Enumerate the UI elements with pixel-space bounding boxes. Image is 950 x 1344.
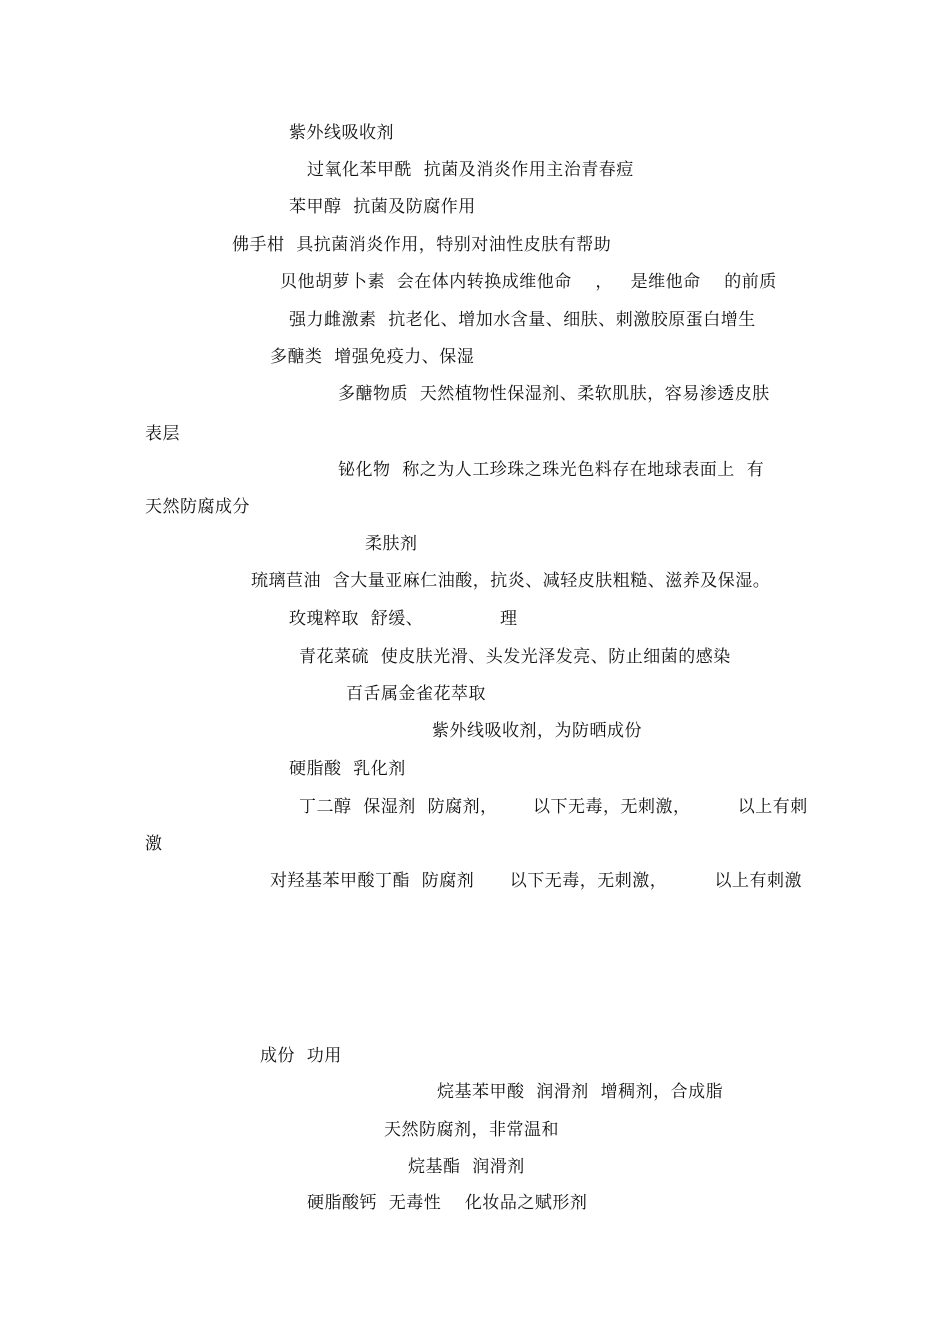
text-line: 琉璃苣油 含大量亚麻仁油酸，抗炎、减轻皮肤粗糙、滋养及保湿。: [251, 571, 771, 591]
text-line: 烷基酯 润滑剂: [408, 1157, 525, 1177]
text-line: 苯甲醇 抗菌及防腐作用: [289, 197, 476, 217]
text-line: 百舌属金雀花萃取: [346, 684, 486, 704]
text-line: 强力雌激素 抗老化、增加水含量、细肤、刺激胶原蛋白增生: [289, 310, 756, 330]
text-line: 激: [145, 834, 163, 854]
text-line: 硬脂酸钙 无毒性 化妆品之赋形剂: [307, 1193, 588, 1213]
text-line: 青花菜硫 使皮肤光滑、头发光泽发亮、防止细菌的感染: [299, 647, 731, 667]
text-line: 天然防腐剂，非常温和: [384, 1120, 559, 1140]
text-line: 紫外线吸收剂，为防晒成份: [432, 721, 642, 741]
text-line: 烷基苯甲酸 润滑剂 增稠剂，合成脂: [437, 1082, 724, 1102]
text-line: 佛手柑 具抗菌消炎作用，特别对油性皮肤有帮助: [232, 235, 612, 255]
text-line: 过氧化苯甲酰 抗菌及消炎作用主治青春痘: [307, 160, 634, 180]
text-line: 天然防腐成分: [145, 497, 250, 517]
text-line: 柔肤剂: [365, 534, 418, 554]
text-line: 表层: [145, 424, 180, 444]
text-line: 成份 功用: [260, 1046, 342, 1066]
text-line: 紫外线吸收剂: [289, 123, 394, 143]
text-line: 多醣物质 天然植物性保湿剂、柔软肌肤，容易渗透皮肤: [338, 384, 770, 404]
text-line: 玫瑰粹取 舒缓、 理: [289, 609, 518, 629]
text-line: 丁二醇 保湿剂 防腐剂， 以下无毒，无刺激， 以上有刺: [299, 797, 808, 817]
text-line: 贝他胡萝卜素 会在体内转换成维他命 ， 是维他命 的前质: [280, 272, 777, 292]
text-line: 硬脂酸 乳化剂: [289, 759, 406, 779]
text-line: 对羟基苯甲酸丁酯 防腐剂 以下无毒，无刺激， 以上有刺激: [270, 871, 802, 891]
text-line: 多醣类 增强免疫力、保湿: [270, 347, 475, 367]
text-line: 铋化物 称之为人工珍珠之珠光色料存在地球表面上 有: [338, 460, 765, 480]
